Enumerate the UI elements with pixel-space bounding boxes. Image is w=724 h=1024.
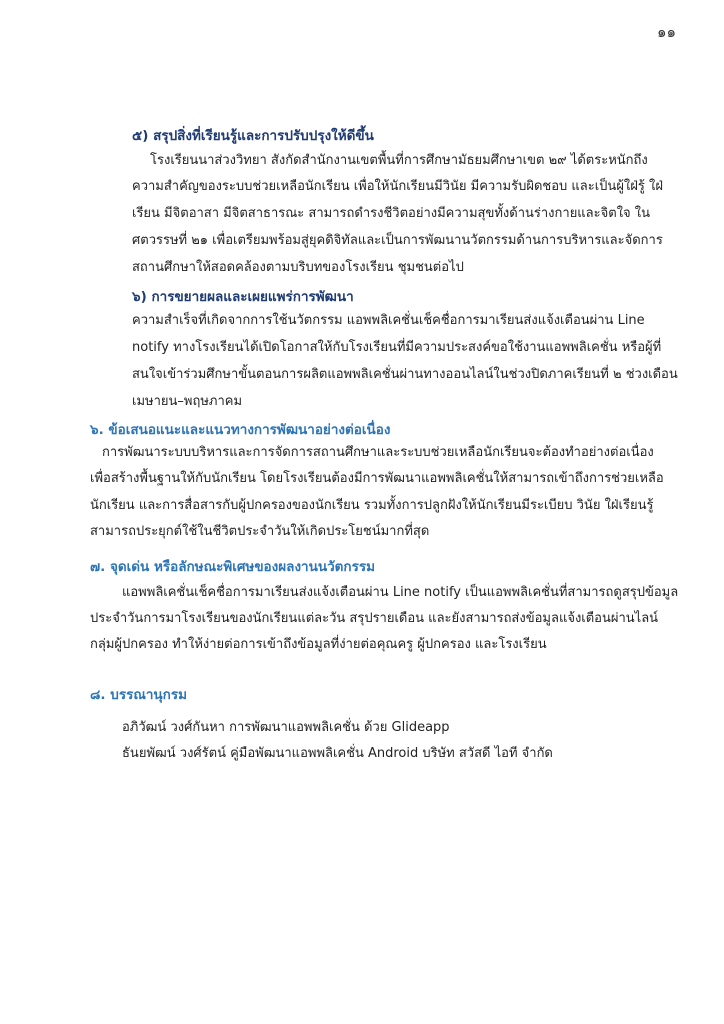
paragraph-line: ศตวรรษที่ ๒๑ เพื่อเตรียมพร้อมสู่ยุคดิจิทัลและเป็นการพัฒนานวัตกรรมด้านการบริหารและจัดการ	[132, 233, 663, 248]
paragraph-line: เพื่อสร้างพื้นฐานให้กับนักเรียน โดยโรงเรียนต้องมีการพัฒนาแอพพลิเคชั่นให้สามารถเข้าถึงการช่วยเหลือ	[90, 471, 664, 486]
paragraph-line: notify ทางโรงเรียนได้เปิดโอกาสให้กับโรงเรียนที่มีความประสงค์ขอใช้งานแอพพลิเคชั่น หรือผู้ที่	[132, 340, 662, 355]
bibliography-entry: อภิวัฒน์ วงศ์กันหา การพัฒนาแอพพลิเคชั่น ด้วย Glideapp	[122, 720, 450, 735]
section-7-heading: ๗. จุดเด่น หรือลักษณะพิเศษของผลงานนวัตกรรม	[90, 559, 375, 575]
bibliography-entry: ธันยพัฒน์ วงศ์รัตน์ คู่มือพัฒนาแอพพลิเคชั่น Android บริษัท สวัสดี ไอที จำกัด	[122, 746, 553, 761]
paragraph-line: สนใจเข้าร่วมศึกษาขั้นตอนการผลิตแอพพลิเคชั่นผ่านทางออนไลน์ในช่วงปิดภาคเรียนที่ ๒ ช่วงเดือน	[132, 367, 678, 382]
paragraph-line: เมษายน–พฤษภาคม	[132, 394, 243, 409]
paragraph-line: แอพพลิเคชั่นเช็คชื่อการมาเรียนส่งแจ้งเตือนผ่าน Line notify เป็นแอพพลิเคชั่นที่สามารถดูสรุปข้อมูล	[122, 585, 679, 600]
paragraph-line: กลุ่มผู้ปกครอง ทำให้ง่ายต่อการเข้าถึงข้อมูลที่ง่ายต่อคุณครู ผู้ปกครอง และโรงเรียน	[90, 637, 547, 652]
section-6-heading: ๖. ข้อเสนอแนะและแนวทางการพัฒนาอย่างต่อเนื่อง	[90, 422, 391, 438]
section-8-heading: ๘. บรรณานุกรม	[90, 687, 187, 703]
page-number: ๑๑	[656, 23, 676, 41]
paragraph-line: การพัฒนาระบบบริหารและการจัดการสถานศึกษาและระบบช่วยเหลือนักเรียนจะต้องทำอย่างต่อเนื่อง	[102, 445, 654, 460]
subsection-5-heading: ๕) สรุปสิ่งที่เรียนรู้และการปรับปรุงให้ดีขึ้น	[132, 128, 374, 144]
subsection-6-heading: ๖) การขยายผลและเผยแพร่การพัฒนา	[132, 289, 354, 305]
paragraph-line: ความสำเร็จที่เกิดจากการใช้นวัตกรรม แอพพลิเคชั่นเช็คชื่อการมาเรียนส่งแจ้งเตือนผ่าน Line	[132, 313, 645, 328]
paragraph-line: เรียน มีจิตอาสา มีจิตสาธารณะ สามารถดำรงชีวิตอย่างมีความสุขทั้งด้านร่างกายและจิตใจ ใน	[132, 206, 651, 221]
paragraph-line: ประจำวันการมาโรงเรียนของนักเรียนแต่ละวัน สรุปรายเดือน และยังสามารถส่งข้อมูลแจ้งเตือนผ่านไลน์	[90, 611, 659, 626]
paragraph-line: ความสำคัญของระบบช่วยเหลือนักเรียน เพื่อให้นักเรียนมีวินัย มีความรับผิดชอบ และเป็นผู้ใฝ่รู้ ใฝ่	[132, 179, 663, 194]
paragraph-line: โรงเรียนนาส่วงวิทยา สังกัดสำนักงานเขตพื้นที่การศึกษามัธยมศึกษาเขต ๒๙ ได้ตระหนักถึง	[150, 153, 648, 168]
paragraph-line: สถานศึกษาให้สอดคล้องตามบริบทของโรงเรียน ชุมชนต่อไป	[132, 260, 464, 275]
paragraph-line: นักเรียน และการสื่อสารกับผู้ปกครองของนักเรียน รวมทั้งการปลูกฝังให้นักเรียนมีระเบียบ วินัย ใฝ่เรียนรู้	[90, 498, 654, 513]
paragraph-line: สามารถประยุกต์ใช้ในชีวิตประจำวันให้เกิดประโยชน์มากที่สุด	[90, 524, 430, 539]
